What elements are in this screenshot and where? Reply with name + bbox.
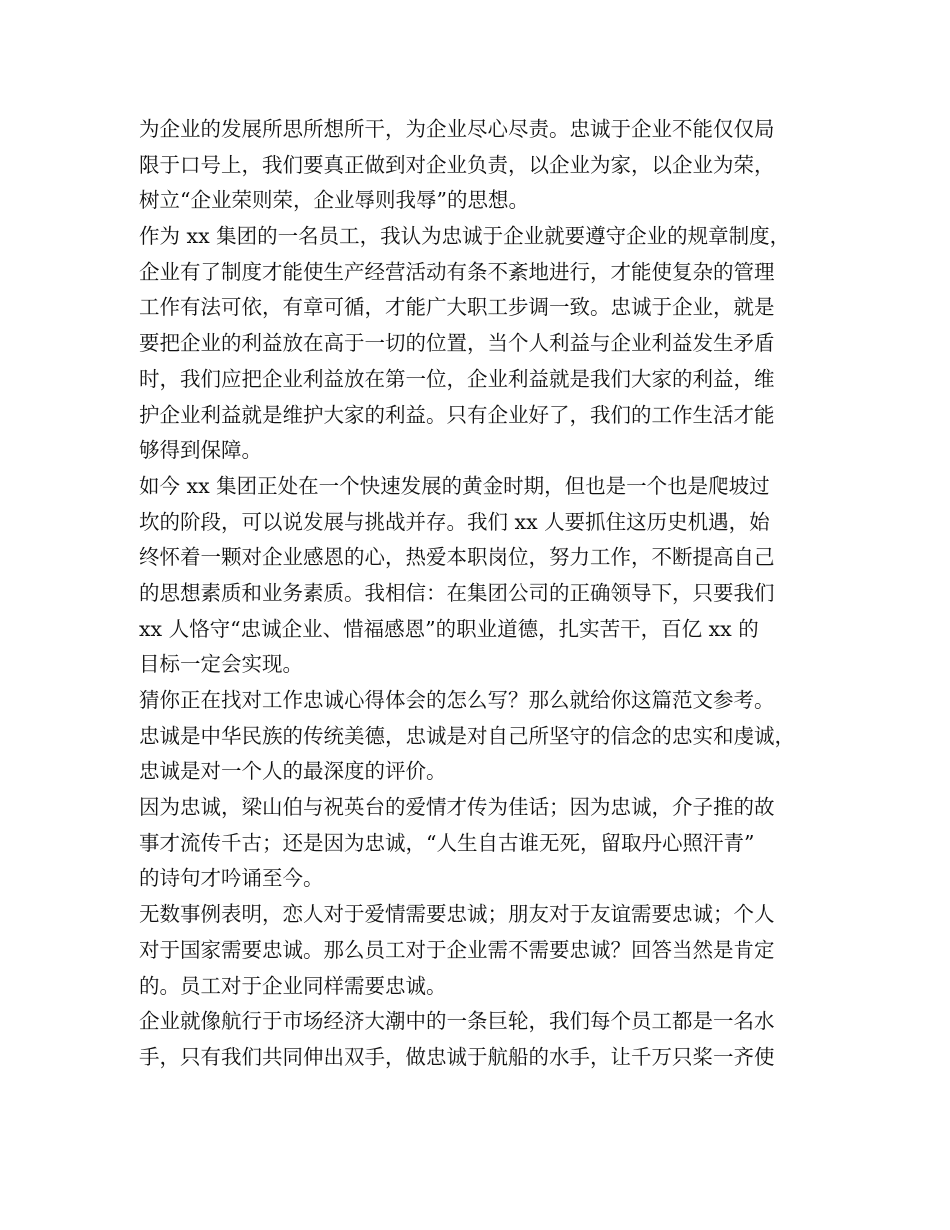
text-line: 树立“企业荣则荣，企业辱则我辱”的思想。	[139, 188, 529, 213]
text-line: 忠诚是中华民族的传统美德，忠诚是对自己所坚守的信念的忠实和虔诚，	[139, 723, 795, 748]
text-line: 事才流传千古；还是因为忠诚，“人生自古谁无死，留取丹心照汗青”	[139, 830, 755, 855]
text-line: 因为忠诚，梁山伯与祝英台的爱情才传为佳话；因为忠诚，介子推的故	[139, 795, 775, 820]
text-line: 要把企业的利益放在高于一切的位置，当个人利益与企业利益发生矛盾	[139, 331, 775, 356]
text-line: 无数事例表明，恋人对于爱情需要忠诚；朋友对于友谊需要忠诚；个人	[139, 902, 775, 927]
text-line: 手，只有我们共同伸出双手，做忠诚于航船的水手，让千万只桨一齐使	[139, 1044, 775, 1069]
text-line: 够得到保障。	[139, 438, 262, 463]
text-line: 为企业的发展所思所想所干，为企业尽心尽责。忠诚于企业不能仅仅局	[139, 117, 775, 141]
text-line: 的思想素质和业务素质。我相信：在集团公司的正确领导下，只要我们	[139, 580, 775, 605]
text-line: 企业就像航行于市场经济大潮中的一条巨轮，我们每个员工都是一名水	[139, 1009, 775, 1034]
text-line: 护企业利益就是维护大家的利益。只有企业好了，我们的工作生活才能	[139, 402, 775, 427]
text-line: 坎的阶段，可以说发展与挑战并存。我们 xx 人要抓住这历史机遇，始	[139, 509, 770, 534]
text-line: 目标一定会实现。	[139, 652, 303, 677]
text-line: 企业有了制度才能使生产经营活动有条不紊地进行，才能使复杂的管理	[139, 259, 775, 284]
text-line: 忠诚是对一个人的最深度的评价。	[139, 759, 447, 784]
text-line: 猜你正在找对工作忠诚心得体会的怎么写？那么就给你这篇范文参考。	[139, 688, 775, 712]
text-line: 限于口号上，我们要真正做到对企业负责，以企业为家，以企业为荣，	[139, 152, 775, 177]
text-line: 的诗句才吟诵至今。	[139, 866, 324, 891]
text-line: 工作有法可依，有章可循，才能广大职工步调一致。忠诚于企业，就是	[139, 295, 775, 320]
document-text	[139, 112, 829, 1076]
text-line: 对于国家需要忠诚。那么员工对于企业需不需要忠诚？回答当然是肯定	[139, 937, 775, 962]
text-line: 终怀着一颗对企业感恩的心，热爱本职岗位，努力工作，不断提高自己	[139, 545, 775, 570]
text-line: 时，我们应把企业利益放在第一位，企业利益就是我们大家的利益，维	[139, 366, 775, 391]
text-line: 作为 xx 集团的一名员工，我认为忠诚于企业就要遵守企业的规章制度，	[139, 224, 791, 249]
text-line: 的。员工对于企业同样需要忠诚。	[139, 973, 447, 998]
text-line: xx 人恪守“忠诚企业、惜福感恩”的职业道德，扎实苦干，百亿 xx 的	[139, 616, 759, 641]
text-line: 如今 xx 集团正处在一个快速发展的黄金时期，但也是一个也是爬坡过	[139, 473, 770, 498]
